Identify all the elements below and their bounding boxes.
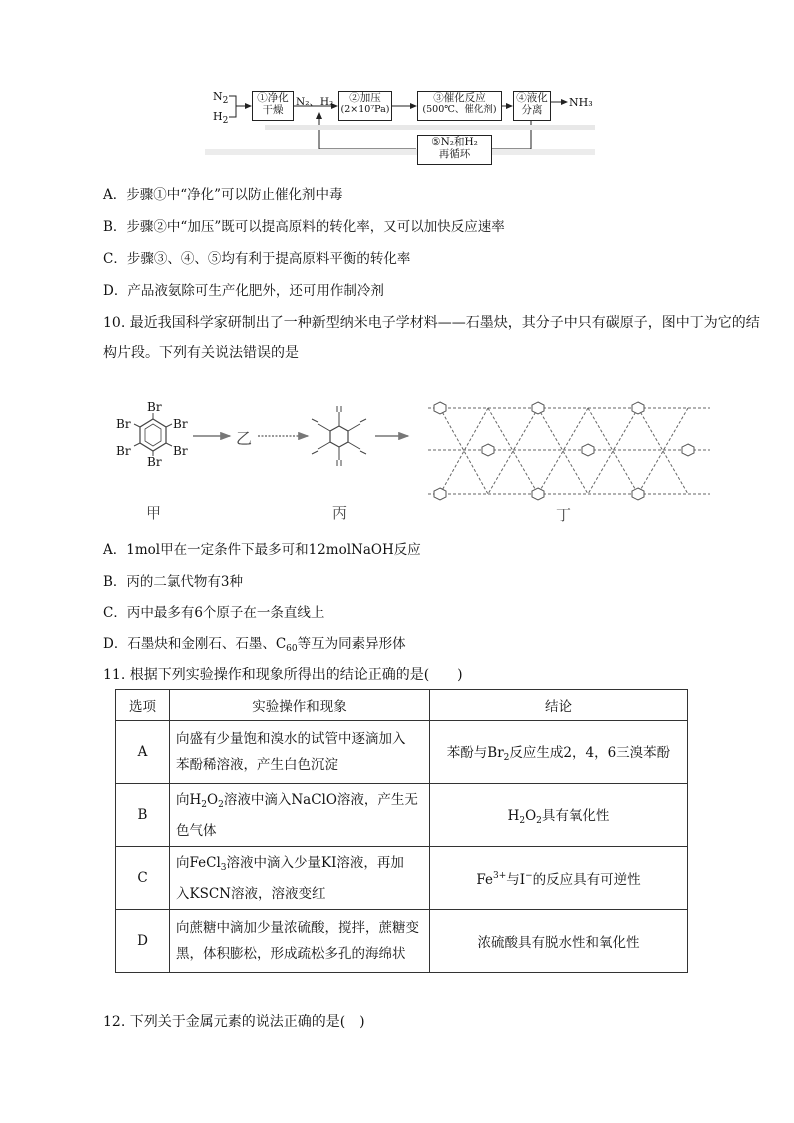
header-conclusion: 结论 bbox=[430, 690, 688, 721]
scheme-drawing bbox=[110, 398, 730, 528]
haber-process-diagram bbox=[205, 85, 605, 170]
row-operation: 向$H_2O_2$溶液中滴入NaClO溶液，产生无 色气体 bbox=[170, 784, 430, 847]
q9-option-a: A．步骤①中“净化”可以防止催化剂中毒 bbox=[103, 187, 343, 203]
step3-catalysis-box: ③催化反应 (500℃、催化剂) bbox=[417, 91, 502, 121]
br-top: Br bbox=[147, 400, 162, 414]
nh3-output-label: NH₃ bbox=[569, 96, 593, 109]
table-header-row bbox=[116, 690, 688, 721]
experiment-table bbox=[115, 689, 688, 973]
table-row bbox=[116, 721, 688, 784]
header-operation: 实验操作和现象 bbox=[170, 690, 430, 721]
row-option: B bbox=[116, 784, 170, 847]
row-conclusion: $Fe^{3+}$与I−的反应具有可逆性 bbox=[430, 847, 688, 910]
table-row bbox=[116, 847, 688, 910]
n2-h2-mid-label: N₂、H₂ bbox=[296, 96, 334, 108]
step1-purify-box: ①净化 干燥 bbox=[252, 91, 294, 121]
step5-recycle-box: ⑤N₂和H₂ 再循环 bbox=[417, 135, 492, 165]
label-jia: 甲 bbox=[146, 504, 162, 522]
q10-stem-line2: 构片段。下列有关说法错误的是 bbox=[103, 345, 299, 361]
label-bing: 丙 bbox=[332, 504, 348, 522]
row-conclusion: 苯酚与$Br_2$反应生成2，4，6三溴苯酚 bbox=[430, 721, 688, 784]
step4-liquefy-box: ④液化 分离 bbox=[513, 91, 551, 121]
label-ding: 丁 bbox=[556, 506, 572, 524]
br-bottom: Br bbox=[147, 455, 162, 469]
graphdiyne-scheme bbox=[110, 398, 730, 528]
table-row bbox=[116, 910, 688, 973]
row-operation: 向蔗糖中滴加少量浓硫酸，搅拌，蔗糖变 黑，体积膨松，形成疏松多孔的海绵状 bbox=[170, 910, 430, 973]
header-option: 选项 bbox=[116, 690, 170, 721]
q10-option-c: C．丙中最多有6个原子在一条直线上 bbox=[103, 605, 325, 621]
q9-option-b: B．步骤②中“加压”既可以提高原料的转化率，又可以加快反应速率 bbox=[103, 219, 505, 235]
row-operation: 向FeCl$_3$溶液中滴入少量KI溶液，再加 入KSCN溶液，溶液变红 bbox=[170, 847, 430, 910]
q10-option-a: A．1mol甲在一定条件下最多可和12molNaOH反应 bbox=[103, 542, 421, 558]
q11-stem: 11. 根据下列实验操作和现象所得出的结论正确的是( ) bbox=[103, 667, 463, 683]
input-n2-label: $N_2$ bbox=[213, 90, 229, 106]
br-lower-left: Br bbox=[116, 444, 131, 458]
br-upper-left: Br bbox=[116, 417, 131, 431]
row-conclusion: $H_2O_2$具有氧化性 bbox=[430, 784, 688, 847]
row-option: D bbox=[116, 910, 170, 973]
row-option: C bbox=[116, 847, 170, 910]
br-upper-right: Br bbox=[173, 417, 188, 431]
q9-option-c: C．步骤③、④、⑤均有利于提高原料平衡的转化率 bbox=[103, 251, 411, 267]
q9-option-d: D．产品液氨除可生产化肥外，还可用作制冷剂 bbox=[103, 283, 384, 299]
q12-stem: 12. 下列关于金属元素的说法正确的是( ) bbox=[103, 1014, 365, 1030]
q10-option-d: D．石墨炔和金刚石、石墨、$C_{60}$等互为同素异形体 bbox=[103, 636, 406, 654]
row-operation: 向盛有少量饱和溴水的试管中逐滴加入 苯酚稀溶液，产生白色沉淀 bbox=[170, 721, 430, 784]
row-conclusion: 浓硫酸具有脱水性和氧化性 bbox=[430, 910, 688, 973]
row-option: A bbox=[116, 721, 170, 784]
step2-pressurize-box: ②加压 (2×10⁷Pa) bbox=[338, 91, 392, 121]
q10-stem-line1: 10. 最近我国科学家研制出了一种新型纳米电子学材料——石墨炔，其分子中只有碳原子，图中丁为它的结 bbox=[103, 315, 760, 331]
input-h2-label: $H_2$ bbox=[213, 110, 229, 126]
label-yi: 乙 bbox=[236, 429, 253, 448]
table-row bbox=[116, 784, 688, 847]
br-lower-right: Br bbox=[173, 444, 188, 458]
q10-option-b: B．丙的二氯代物有3种 bbox=[103, 574, 244, 590]
